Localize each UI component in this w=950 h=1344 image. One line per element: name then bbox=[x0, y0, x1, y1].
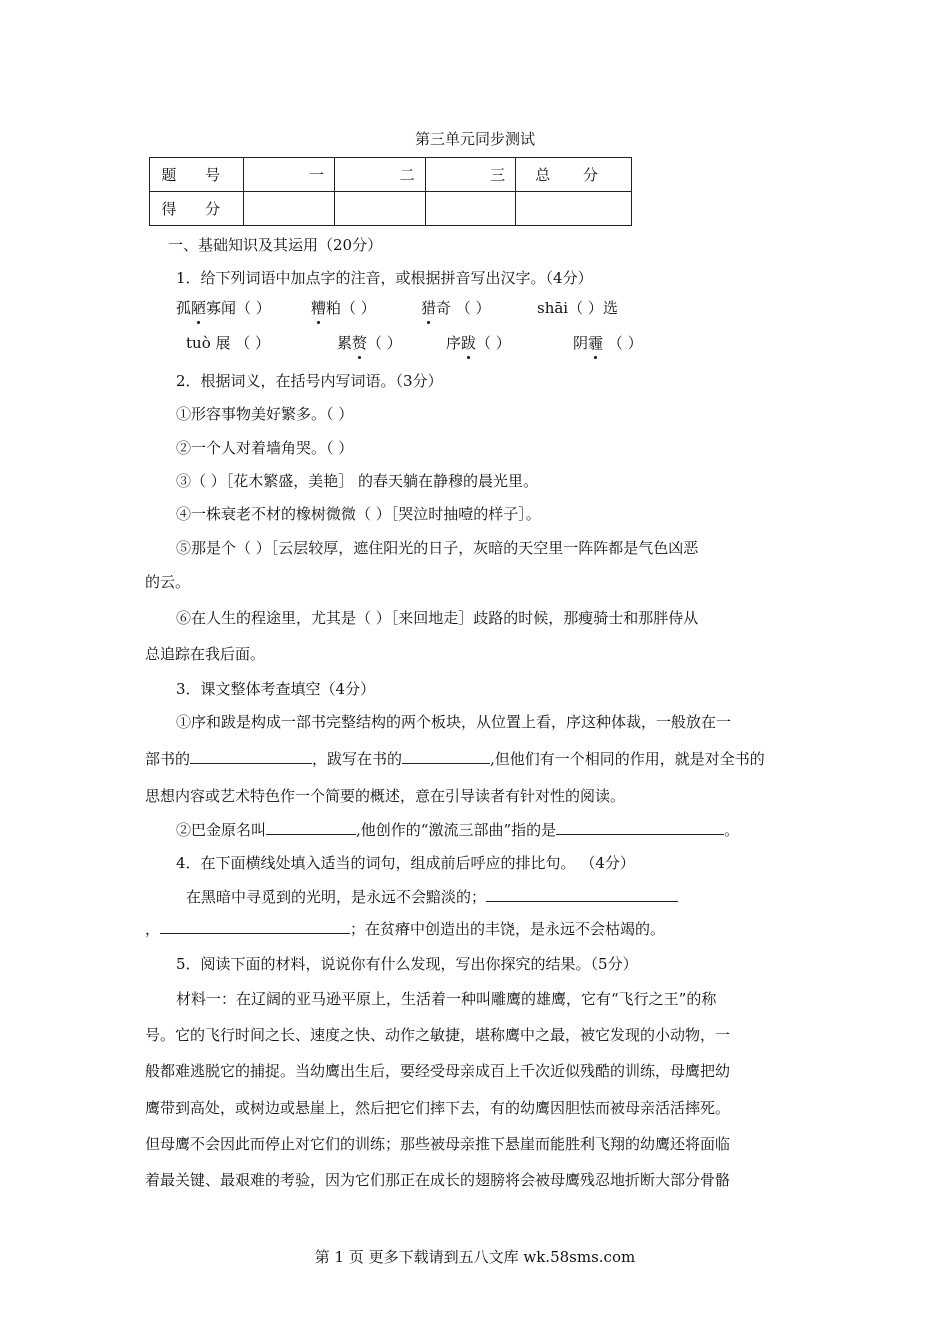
q1-item-2-dotted-char: 糟 bbox=[311, 299, 327, 317]
q4-prompt: 4．在下面横线处填入适当的词句，组成前后呼应的排比句。 （4分） bbox=[176, 854, 635, 872]
q1-item-3: 猎奇 （ ） bbox=[421, 299, 491, 317]
section1-heading: 一、基础知识及其运用（20分） bbox=[168, 236, 383, 254]
q2-item-6-cont: 总追踪在我后面。 bbox=[145, 645, 266, 663]
q4-blank-2[interactable] bbox=[160, 919, 350, 934]
q4-line-1: 在黑暗中寻觅到的光明，是永远不会黯淡的； bbox=[186, 886, 678, 907]
score-table-score-row bbox=[150, 192, 632, 226]
q1-item-6-dotted-char: 赘 bbox=[352, 334, 368, 352]
q3-line-4: ②巴金原名叫 ,他创作的“激流三部曲”指的是 。 bbox=[176, 821, 740, 839]
q1-item-6: 累赘（ ） bbox=[337, 334, 402, 352]
q3-line-1: ①序和跋是构成一部书完整结构的两个板块，从位置上看，序这种体裁，一般放在一 bbox=[176, 713, 732, 731]
q3-line-2: 部书的 ，跋写在书的 ,但他们有一个相同的作用，就是对全书的 bbox=[145, 750, 765, 768]
page-title: 第三单元同步测试 bbox=[414, 130, 535, 148]
q5-material-line-5: 但母鹰不会因此而停止对它们的训练；那些被母亲推下悬崖而能胜利飞翔的幼鹰还将面临 bbox=[145, 1135, 731, 1153]
score-header-label: 题 号 bbox=[150, 158, 244, 192]
page-footer: 第 1 页 更多下载请到五八文库 wk.58sms.com bbox=[314, 1248, 636, 1266]
q1-item-1-dotted-char: 陋 bbox=[191, 299, 207, 317]
q2-item-6: ⑥在人生的程途里，尤其是（ ）［来回地走］歧路的时候，那瘦骑士和那胖侍从 bbox=[176, 609, 699, 627]
q5-material-line-4: 鹰带到高处，或树边或悬崖上，然后把它们摔下去，有的幼鹰因胆怯而被母亲活活摔死。 bbox=[145, 1099, 731, 1117]
q4-line-2: ， ；在贫瘠中创造出的丰饶，是永远不会枯竭的。 bbox=[145, 920, 666, 938]
q2-prompt: 2．根据词义，在括号内写词语。（3分） bbox=[176, 372, 443, 390]
score-table-header-row bbox=[150, 158, 632, 192]
score-header-1: 一 bbox=[244, 158, 335, 192]
score-row-label: 得 分 bbox=[150, 192, 244, 226]
score-header-3: 三 bbox=[425, 158, 516, 192]
q1-item-7: 序跋（ ） bbox=[446, 334, 511, 352]
score-cell-2[interactable] bbox=[335, 192, 426, 226]
q3-blank-1[interactable] bbox=[190, 749, 312, 764]
q1-item-1: 孤陋寡闻（ ） bbox=[176, 299, 271, 317]
q3-prompt: 3．课文整体考查填空（4分） bbox=[176, 680, 376, 698]
q3-line-3: 思想内容或艺术特色作一个简要的概述，意在引导读者有针对性的阅读。 bbox=[145, 787, 626, 805]
score-cell-3[interactable] bbox=[425, 192, 516, 226]
q2-item-2: ②一个人对着墙角哭。（ ） bbox=[176, 439, 354, 457]
q3-blank-3[interactable] bbox=[266, 820, 356, 835]
q2-item-1: ①形容事物美好繁多。（ ） bbox=[176, 405, 354, 423]
q1-item-8-dotted-char: 霾 bbox=[588, 334, 604, 352]
q1-item-8: 阴霾 （ ） bbox=[573, 334, 643, 352]
score-cell-1[interactable] bbox=[244, 192, 335, 226]
score-cell-total[interactable] bbox=[516, 192, 632, 226]
q1-item-2: 糟粕（ ） bbox=[311, 299, 376, 317]
q1-item-5: tuò 展 （ ） bbox=[186, 334, 271, 352]
q1-item-7-dotted-char: 跋 bbox=[461, 334, 477, 352]
q5-material-line-3: 般都难逃脱它的捕捉。当幼鹰出生后，要经受母亲成百上千次近似残酷的训练，母鹰把幼 bbox=[145, 1062, 731, 1080]
q5-prompt: 5．阅读下面的材料，说说你有什么发现，写出你探究的结果。（5分） bbox=[176, 955, 638, 973]
q4-blank-1[interactable] bbox=[486, 887, 678, 902]
q5-material-line-6: 着最关键、最艰难的考验，因为它们那正在成长的翅膀将会被母鹰残忍地折断大部分骨骼 bbox=[145, 1171, 731, 1189]
q2-item-3: ③（ ）［花木繁盛，美艳］ 的春天躺在静穆的晨光里。 bbox=[176, 472, 539, 490]
q2-item-5-cont: 的云。 bbox=[145, 573, 191, 591]
score-header-total: 总 分 bbox=[516, 158, 632, 192]
score-table bbox=[149, 157, 632, 226]
q3-blank-4[interactable] bbox=[556, 820, 724, 835]
q3-blank-2[interactable] bbox=[402, 749, 490, 764]
q1-item-3-dotted-char: 猎 bbox=[421, 299, 437, 317]
q1-prompt: 1．给下列词语中加点字的注音，或根据拼音写出汉字。（4分） bbox=[176, 269, 593, 287]
q1-item-4: shāi（ ）选 bbox=[537, 299, 618, 317]
q5-material-line-2: 号。它的飞行时间之长、速度之快、动作之敏捷，堪称鹰中之最，被它发现的小动物，一 bbox=[145, 1026, 731, 1044]
q2-item-5: ⑤那是个（ ）［云层较厚，遮住阳光的日子，灰暗的天空里一阵阵都是气色凶恶 bbox=[176, 539, 699, 557]
q2-item-4: ④一株衰老不材的橡树微微（ ）［哭泣时抽噎的样子］。 bbox=[176, 505, 541, 523]
q5-material-line-1: 材料一：在辽阔的亚马逊平原上，生活着一种叫雕鹰的雄鹰，它有“飞行之王”的称 bbox=[176, 990, 717, 1008]
score-header-2: 二 bbox=[335, 158, 426, 192]
